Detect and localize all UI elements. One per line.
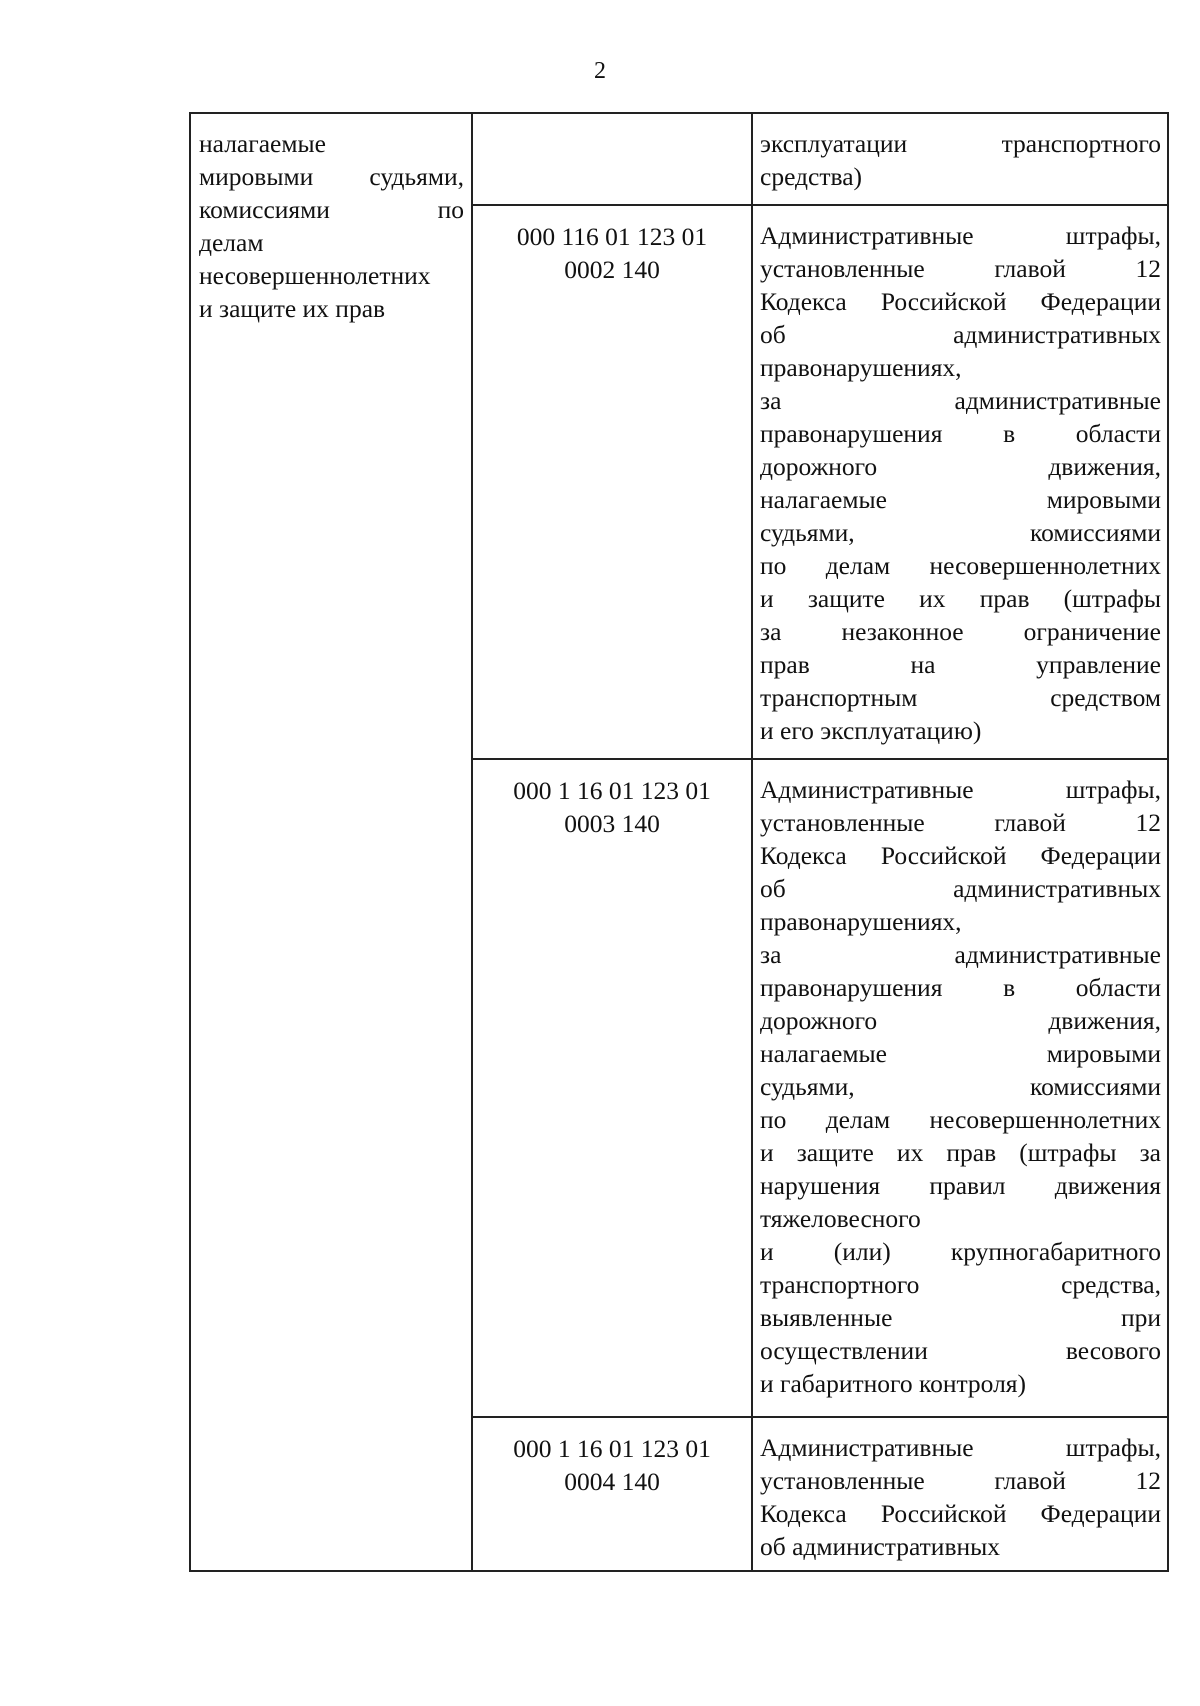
- text-line: установленные главой 12: [760, 808, 1161, 837]
- description-text: [753, 760, 1167, 1406]
- text-line: Кодекса Российской Федерации: [760, 841, 1161, 870]
- text-line: Кодекса Российской Федерации: [760, 1499, 1161, 1528]
- text-line: делам: [199, 228, 264, 257]
- text-line: комиссиями по: [199, 195, 464, 224]
- administrator-name-cell: [190, 113, 472, 1571]
- code-text: [473, 114, 751, 128]
- text-line: об административных: [760, 874, 1161, 903]
- text-line: дорожного движения,: [760, 1006, 1161, 1035]
- text-line: судьями, комиссиями: [760, 1072, 1161, 1101]
- code-line: 000 1 16 01 123 01: [513, 776, 711, 805]
- text-line: по делам несовершеннолетних: [760, 1105, 1161, 1134]
- text-line: и габаритного контроля): [760, 1369, 1027, 1398]
- text-line: выявленные при: [760, 1303, 1161, 1332]
- text-line: дорожного движения,: [760, 452, 1161, 481]
- text-line: и его эксплуатацию): [760, 716, 982, 745]
- text-line: транспортного средства,: [760, 1270, 1161, 1299]
- description-text: [753, 206, 1167, 753]
- text-line: эксплуатации транспортного: [760, 129, 1161, 158]
- description-cell: [752, 759, 1168, 1417]
- budget-codes-table: [189, 112, 1169, 1572]
- page-number: 2: [594, 58, 606, 84]
- text-line: за административные: [760, 940, 1161, 969]
- text-line: тяжеловесного: [760, 1204, 921, 1233]
- text-line: правонарушения в области: [760, 973, 1161, 1002]
- text-line: правонарушениях,: [760, 353, 962, 382]
- text-line: осуществлении весового: [760, 1336, 1161, 1365]
- text-line: Административные штрафы,: [760, 775, 1161, 804]
- text-line: транспортным средством: [760, 683, 1161, 712]
- code-text: [473, 760, 751, 840]
- text-line: прав на управление: [760, 650, 1161, 679]
- text-line: судьями, комиссиями: [760, 518, 1161, 547]
- code-line: 000 116 01 123 01: [516, 222, 708, 251]
- code-line: 000 1 16 01 123 01: [513, 1434, 711, 1463]
- administrator-name-text: [191, 114, 471, 325]
- code-line: 0004 140: [564, 1467, 660, 1496]
- text-line: правонарушениях,: [760, 907, 962, 936]
- description-cell: [752, 205, 1168, 759]
- code-cell: [472, 759, 752, 1417]
- description-cell: [752, 1417, 1168, 1571]
- text-line: Административные штрафы,: [760, 221, 1161, 250]
- code-cell: [472, 1417, 752, 1571]
- text-line: Кодекса Российской Федерации: [760, 287, 1161, 316]
- text-line: установленные главой 12: [760, 254, 1161, 283]
- code-cell: [472, 205, 752, 759]
- code-text: [473, 206, 751, 286]
- code-text: [473, 1418, 751, 1498]
- text-line: налагаемые мировыми: [760, 485, 1161, 514]
- code-cell: [472, 113, 752, 205]
- text-line: и защите их прав (штрафы: [760, 584, 1161, 613]
- text-line: Административные штрафы,: [760, 1433, 1161, 1462]
- text-line: налагаемые: [199, 129, 326, 158]
- text-line: нарушения правил движения: [760, 1171, 1161, 1200]
- description-cell: [752, 113, 1168, 205]
- text-line: по делам несовершеннолетних: [760, 551, 1161, 580]
- text-line: об административных: [760, 320, 1161, 349]
- text-line: об административных: [760, 1532, 1001, 1561]
- code-line: 0002 140: [564, 255, 660, 284]
- code-line: 0003 140: [564, 809, 660, 838]
- text-line: налагаемые мировыми: [760, 1039, 1161, 1068]
- table-row: [190, 113, 1168, 205]
- text-line: несовершеннолетних: [199, 261, 431, 290]
- text-line: и (или) крупногабаритного: [760, 1237, 1161, 1266]
- description-text: [753, 1418, 1167, 1569]
- text-line: за административные: [760, 386, 1161, 415]
- text-line: и защите их прав (штрафы за: [760, 1138, 1161, 1167]
- text-line: и защите их прав: [199, 294, 386, 323]
- text-line: правонарушения в области: [760, 419, 1161, 448]
- text-line: мировыми судьями,: [199, 162, 464, 191]
- description-text: [753, 114, 1167, 199]
- text-line: установленные главой 12: [760, 1466, 1161, 1495]
- text-line: средства): [760, 162, 862, 191]
- text-line: за незаконное ограничение: [760, 617, 1161, 646]
